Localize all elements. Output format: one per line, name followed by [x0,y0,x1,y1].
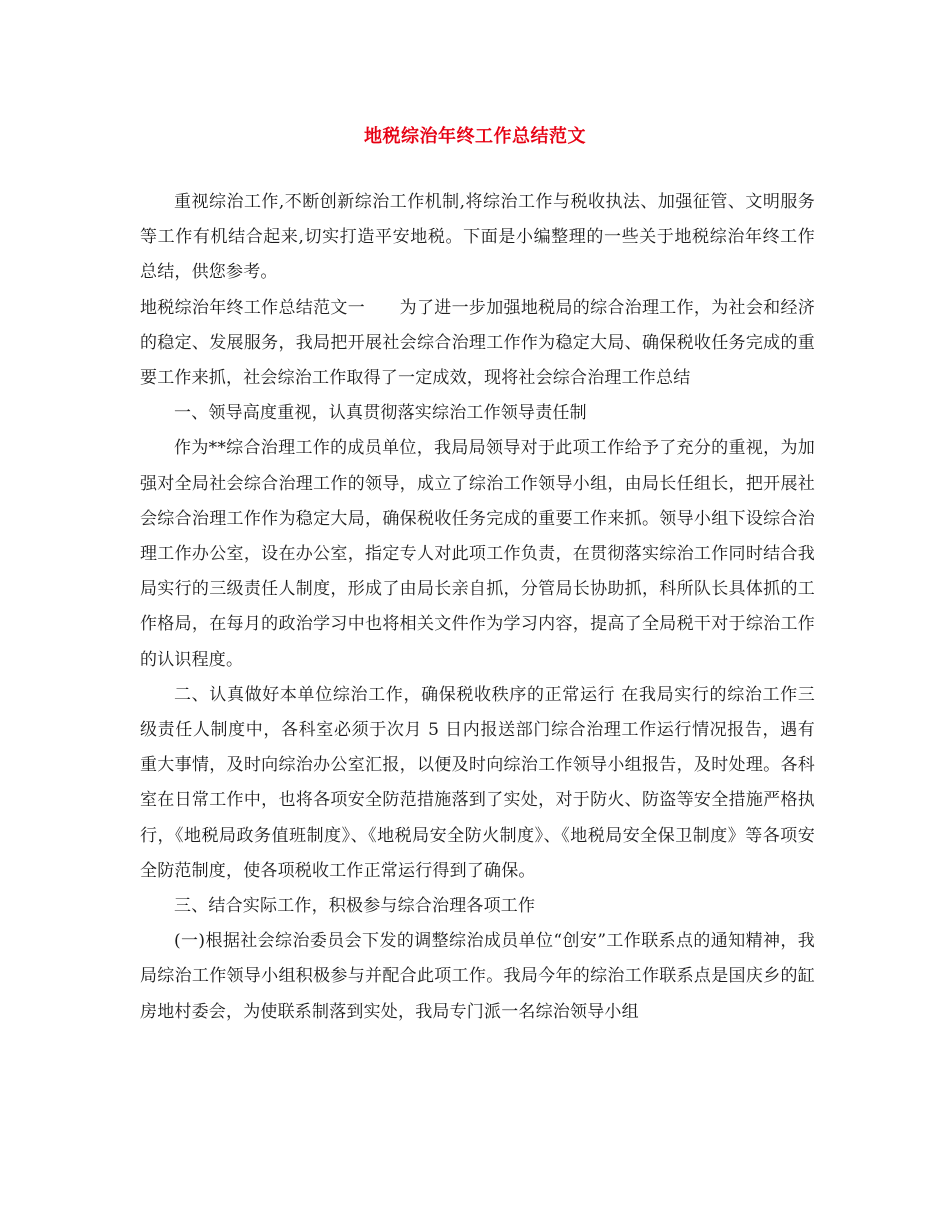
document-title: 地税综治年终工作总结范文 [364,126,586,147]
document-body [140,185,815,1030]
paragraph-one: 作为**综合治理工作的成员单位，我局局领导对于此项工作给予了充分的重视，为加强对全局社会综合治理工作的领导，成立了综治工作领导小组，由局长任组长，把开展社会综合治理工作作为稳定大局，确保税收任务完成的重要工作来抓。领导小组下设综合治理工作办公室，设在办公室，指定专人对此项工作负责，在贯彻落实综治工作同时结合我局实行的三级责任人制度，形成了由局长亲自抓，分管局长协助抓，科所队长具体抓的工作格局，在每月的政治学习中也将相关文件作为学习内容，提高了全局税干对于综治工作的认识程度。 [140,438,815,670]
paragraph-three: (一)根据社会综治委员会下发的调整综治成员单位“创安”工作联系点的通知精神，我局综治工作领导小组积极参与并配合此项工作。我局今年的综治工作联系点是国庆乡的缸房地村委会，为使联系制落到实处，我局专门派一名综治领导小组 [140,931,815,1022]
intro-paragraph: 重视综治工作,不断创新综治工作机制,将综治工作与税收执法、加强征管、文明服务等工作有机结合起来,切实打造平安地税。下面是小编整理的一些关于地税综治年终工作总结，供您参考。 [140,192,815,283]
heading-three: 三、结合实际工作，积极参与综合治理各项工作 [174,896,536,917]
paragraph-two: 二、认真做好本单位综治工作，确保税收秩序的正常运行 在我局实行的综治工作三级责任人制度中，各科室必须于次月 5 日内报送部门综合治理工作运行情况报告，遇有重大事情，及时向综治办公室汇报，以便及时向综治工作领导小组报告，及时处理。各科室在日常工作中，也将各项安全防范措施落到了实处，对于防火、防盗等安全措施严格执行，《地税局政务值班制度》、《地税局安全防火制度》、《地税局安全保卫制度》等各项安全防范制度，使各项税收工作正常运行得到了确保。 [140,684,815,881]
heading-one: 一、领导高度重视，认真贯彻落实综治工作领导责任制 [174,403,587,424]
section-intro-paragraph: 地税综治年终工作总结范文一 为了进一步加强地税局的综合治理工作，为社会和经济的稳定、发展服务，我局把开展社会综合治理工作作为稳定大局、确保税收任务完成的重要工作来抓，社会综治工作取得了一定成效，现将社会综合治理工作总结 [140,297,815,389]
